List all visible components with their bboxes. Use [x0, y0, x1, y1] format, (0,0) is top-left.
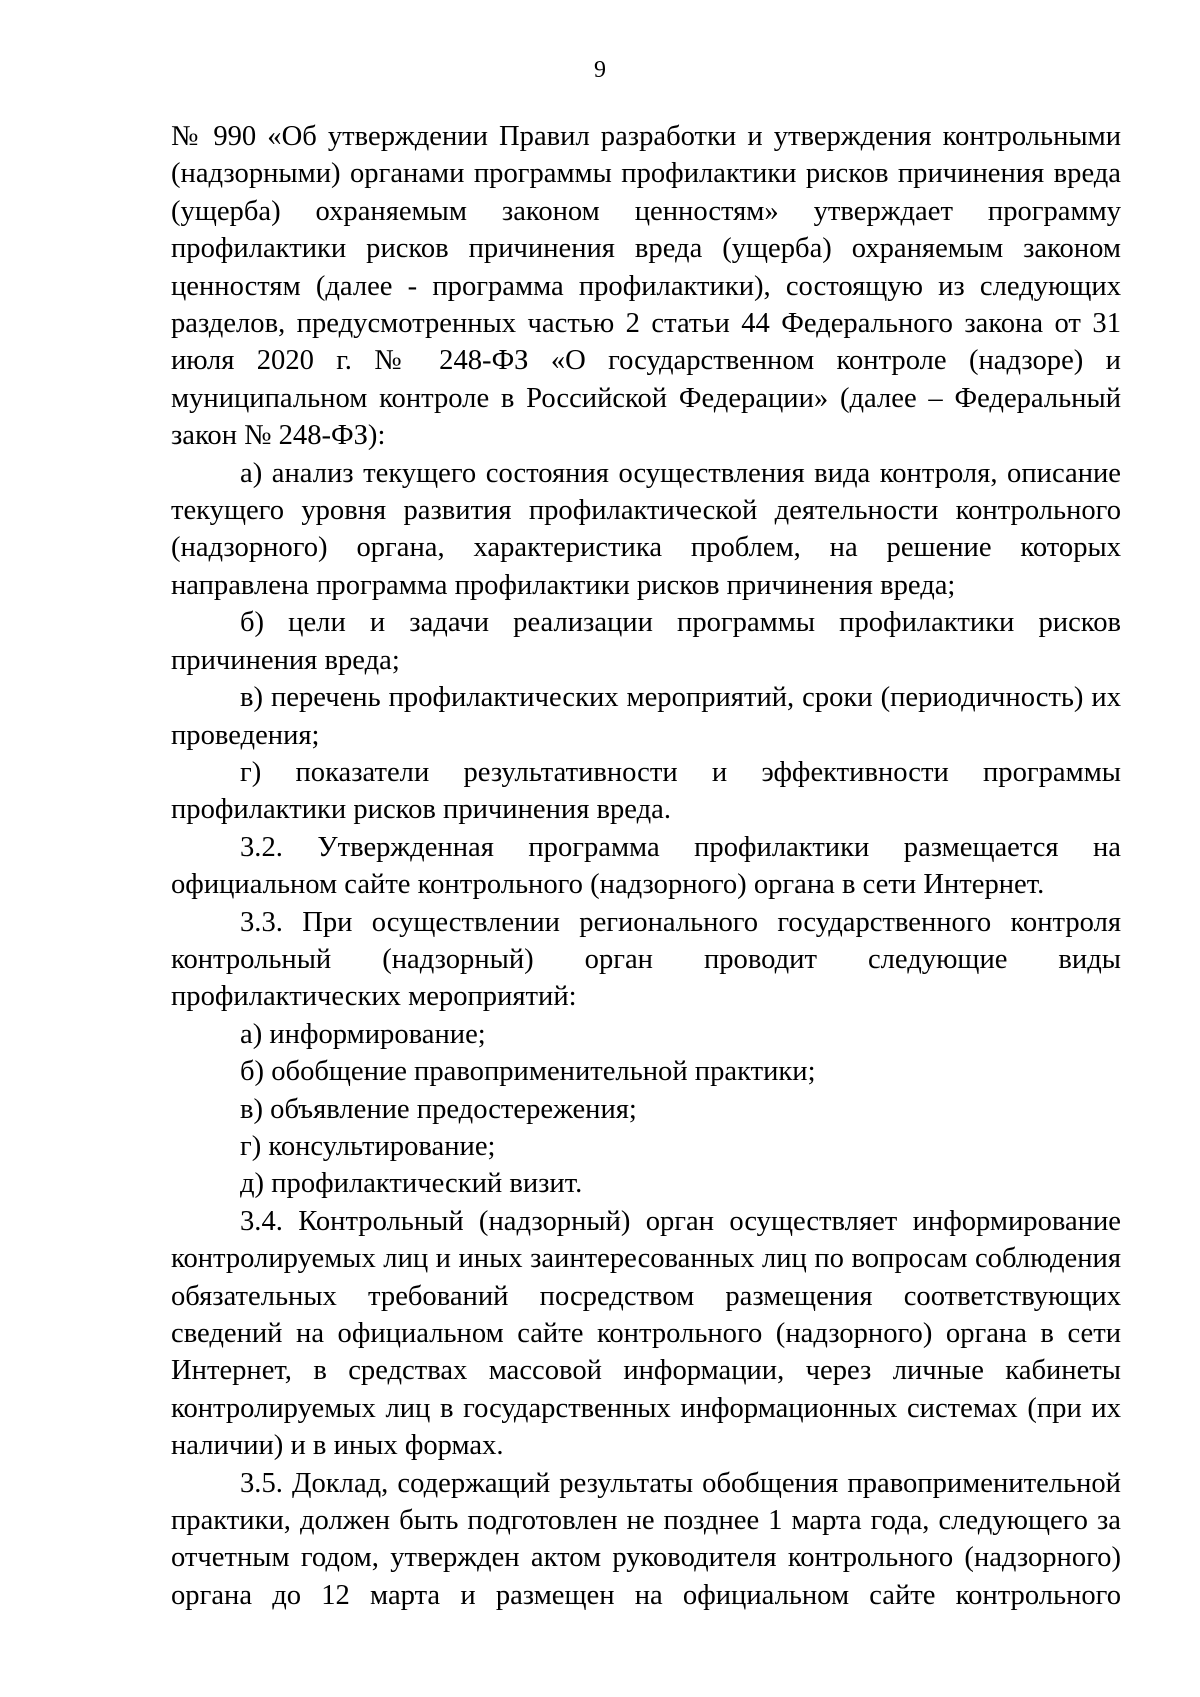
paragraph-program-intro: № 990 «Об утверждении Правил разработки и утверждения контрольными (надзорными) органами программы профилактики рисков причинения вреда (ущерба) охраняемым законом ценностям» утверждает программу профилактики рисков причинения вреда (ущерба) охраняемым законом ценностям (далее - программа профилактики), состоящую из следующих разделов, предусмотренных частью 2 статьи 44 Федерального закона от 31 июля 2020 г. № 248-ФЗ «О государственном контроле (надзоре) и муниципальном контроле в Российской Федерации» (далее – Федеральный закон № 248-ФЗ):: [171, 121, 1121, 452]
measure-item-informing: а) информирование;: [240, 1018, 486, 1050]
list-item-g-indicators: г) показатели результативности и эффективности программы профилактики рисков причинения вреда.: [171, 756, 1121, 826]
measure-item-visit: д) профилактический визит.: [240, 1168, 583, 1200]
list-item-a-analysis: а) анализ текущего состояния осуществления вида контроля, описание текущего уровня развития профилактической деятельности контрольного (надзорного) органа, характеристика проблем, на решение которых направлена программа профилактики рисков причинения вреда;: [171, 457, 1121, 601]
measure-item-warning: в) объявление предостережения;: [240, 1093, 637, 1125]
document-body: [171, 118, 1121, 1614]
list-item-b-goals: б) цели и задачи реализации программы профилактики рисков причинения вреда;: [171, 607, 1121, 676]
clause-3-5: 3.5. Доклад, содержащий результаты обобщения правоприменительной практики, должен быть подготовлен не позднее 1 марта года, следующего за отчетным годом, утвержден актом руководителя контрольного (надзорного) органа до 12 марта и размещен на официальном сайте контрольного: [171, 1467, 1121, 1611]
measure-item-generalization: б) обобщение правоприменительной практики;: [240, 1056, 816, 1088]
clause-3-2: 3.2. Утвержденная программа профилактики размещается на официальном сайте контрольного (надзорного) органа в сети Интернет.: [171, 831, 1121, 901]
page-number: 9: [594, 57, 606, 83]
clause-3-3: 3.3. При осуществлении регионального государственного контроля контрольный (надзорный) орган проводит следующие виды профилактических мероприятий:: [171, 906, 1121, 1013]
list-item-v-measures: в) перечень профилактических мероприятий, сроки (периодичность) их проведения;: [171, 682, 1121, 751]
measure-item-consulting: г) консультирование;: [240, 1130, 496, 1162]
clause-3-4: 3.4. Контрольный (надзорный) орган осуществляет информирование контролируемых лиц и иных заинтересованных лиц по вопросам соблюдения обязательных требований посредством размещения соответствующих сведений на официальном сайте контрольного (надзорного) органа в сети Интернет, в средствах массовой информации, через личные кабинеты контролируемых лиц в государственных информационных системах (при их наличии) и в иных формах.: [171, 1205, 1121, 1462]
